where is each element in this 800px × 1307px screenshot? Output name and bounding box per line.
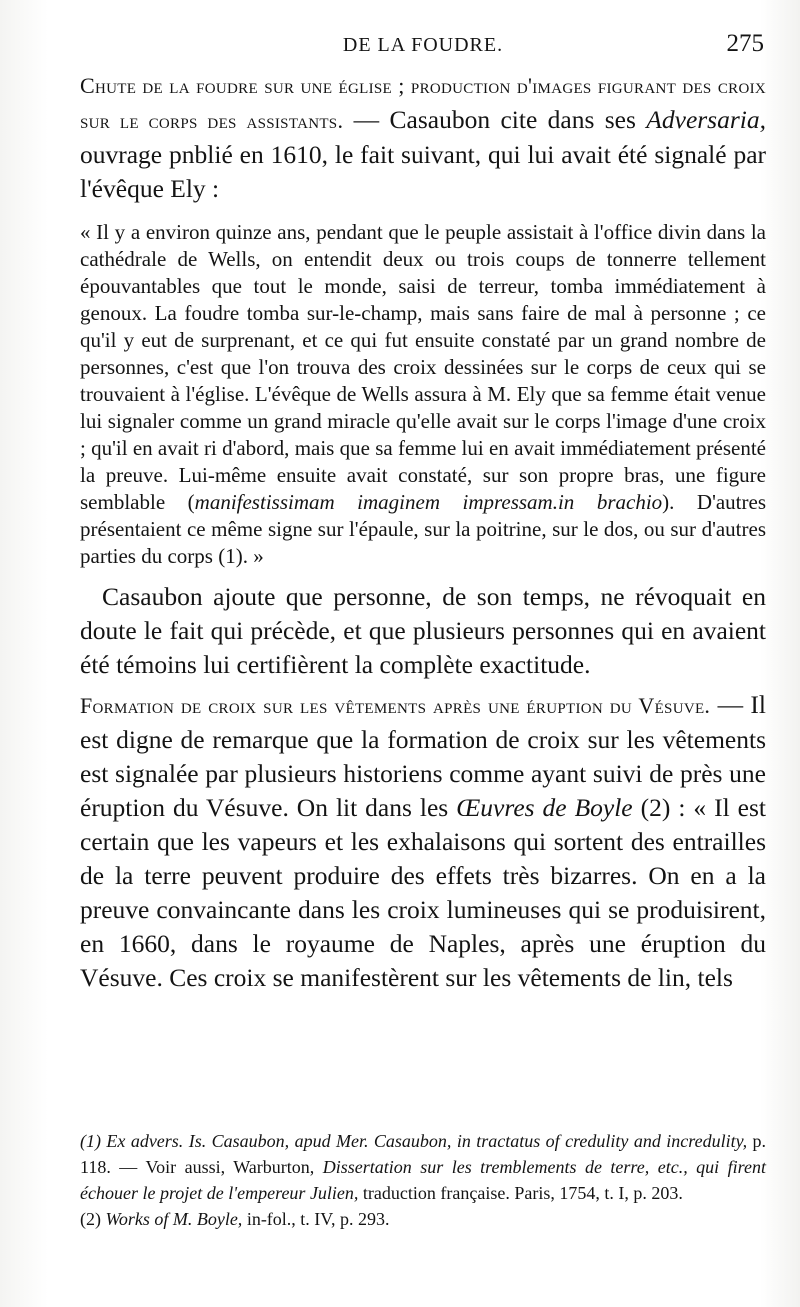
running-head bbox=[80, 28, 766, 68]
quotation-text: ). D'autres présentaient ce même signe sur l'épaule, sur la poitrine, sur le dos, ou sur d'autres parties du corps (1). » bbox=[80, 490, 766, 568]
section-paragraph-vesuvius bbox=[80, 688, 766, 995]
body-text: ouvrage pnblié en 1610, le fait suivant, qui lui avait été signalé par l'évêque Ely : bbox=[80, 140, 766, 203]
footnote-1 bbox=[80, 1128, 766, 1206]
paragraph-casaubon: Casaubon ajoute que personne, de son temps, ne révoquait en doute le fait qui précède, et que plusieurs personnes qui en avaient été témoins lui certifièrent la complète exactitude. bbox=[80, 582, 766, 679]
book-title: Œuvres de Boyle bbox=[456, 793, 633, 822]
footnote-2 bbox=[80, 1206, 766, 1232]
footnote-number: (2) bbox=[80, 1209, 106, 1229]
footnote-citation: (1) Ex advers. Is. Casaubon, apud Mer. Casaubon, in tractatus of credulity and incredulity, bbox=[80, 1131, 748, 1151]
quotation-text: « Il y a environ quinze ans, pendant que le peuple assistait à l'office divin dans la cathédrale de Wells, on entendit deux ou trois coups de tonnerre tellement épouvantables que tout le monde, saisi de terreur, tomba immédiatement à genoux. La foudre tomba sur-le-champ, mais sans faire de mal à personne ; ce qu'il y eut de surprenant, et ce qui fut ensuite constaté par un grand nombre de personnes, c'est que l'on trouva des croix dessinées sur le corps de ceux qui se trouvaient à l'église. L'évêque de Wells assura à M. Ely que sa femme était venue lui signaler comme un grand miracle qu'elle avait sur le corps l'image d'une croix ; qu'il en avait ri d'abord, mais que sa femme lui en avait immédiatement présenté la preuve. Lui-même ensuite avait constaté, sur son propre bras, une figure semblable ( bbox=[80, 220, 766, 514]
body-text: Casaubon cite dans ses bbox=[389, 105, 647, 134]
running-title: DE LA FOUDRE. bbox=[342, 34, 504, 56]
heading-dash: — bbox=[710, 690, 751, 719]
heading-dash: — bbox=[343, 105, 390, 134]
quotation-block bbox=[80, 219, 766, 570]
latin-phrase: manifestissimam imaginem impressam.in brachio bbox=[194, 490, 663, 514]
body-text: Il est digne de remarque que la formation de croix sur les vêtements est signalée par plusieurs historiens comme ayant suivi de près une éruption du Vésuve. On lit dans les bbox=[80, 690, 766, 822]
footnote-citation: Works of M. Boyle, bbox=[105, 1209, 243, 1229]
page-number: 275 bbox=[726, 30, 764, 57]
section-heading: Chute de la foudre sur une église ; production d'images figurant des croix sur le corps des assistants. bbox=[80, 73, 766, 133]
footnotes bbox=[80, 1128, 766, 1232]
footnote-citation: Dissertation sur les tremblements de terre, etc., qui firent échouer le projet de l'empereur Julien, bbox=[80, 1157, 766, 1203]
section-heading: Formation de croix sur les vêtements après une éruption du Vésuve. bbox=[80, 693, 711, 718]
body-text: (2) : « Il est certain que les vapeurs et les exhalaisons qui sortent des entrailles de la terre peuvent produire des effets très bizarres. On en a la preuve convaincante dans les croix lumineuses qui se produisirent, en 1660, dans le royaume de Naples, après une éruption du Vésuve. Ces croix se manifestèrent sur les vêtements de lin, tels bbox=[80, 793, 766, 992]
book-title: Adversaria, bbox=[646, 105, 766, 134]
footnote-text: traduction française. Paris, 1754, t. I, p. 203. bbox=[358, 1183, 683, 1203]
footnote-text: p. 118. — Voir aussi, Warburton, bbox=[80, 1131, 766, 1177]
footnote-text: in-fol., t. IV, p. 293. bbox=[242, 1209, 390, 1229]
section-paragraph-lightning-church bbox=[80, 68, 766, 206]
